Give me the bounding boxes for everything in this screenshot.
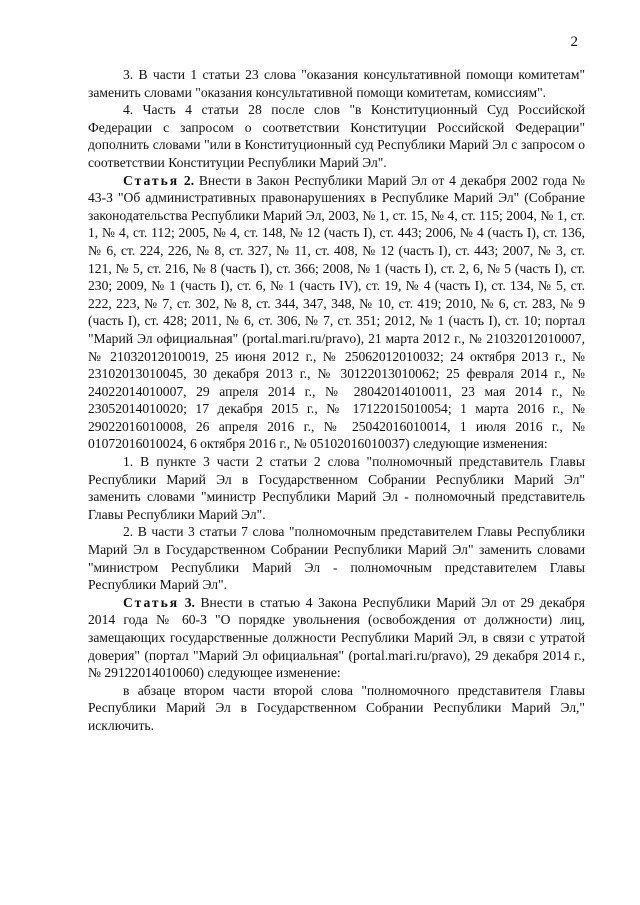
article-number: 2.: [183, 172, 195, 188]
paragraph-text: в абзаце втором части второй слова "полномочного представителя Главы Республики Марий Эл в Государственном Собрании Республики Марий Эл," исключить.: [88, 682, 585, 733]
article-number: 3.: [184, 594, 195, 610]
paragraph-article3-change: [88, 682, 585, 735]
article-label: Статья: [123, 594, 180, 610]
page-number: 2: [570, 34, 578, 50]
article-label: Статья: [123, 172, 180, 188]
paragraph-text: 2. В части 3 статьи 7 слова "полномочным представителем Главы Республики Марий Эл в Государственном Собрании Республики Марий Эл" заменить словами "министром Республики Марий Эл - полномочным представителем Главы Республики Марий Эл".: [88, 524, 585, 593]
paragraph-article1-item3: [88, 66, 585, 101]
paragraph-article3: [88, 594, 585, 682]
paragraph-text: Внести в статью 4 Закона Республики Марий Эл от 29 декабря 2014 года № 60-З "О порядке увольнения (освобождения от должности) лиц, замещающих государственные должности Республики Марий Эл, в связи с утратой доверия" (портал "Марий Эл официальная" (portal.mari.ru/pravo), 29 декабря 2014 г., № 29122014010060) следующее изменение:: [88, 594, 585, 681]
paragraph-article2-item2: [88, 523, 585, 593]
paragraph-text: 3. В части 1 статьи 23 слова "оказания консультативной помощи комитетам" заменить словами "оказания консультативной помощи комитетам, комиссиям".: [88, 67, 585, 100]
document-body: [88, 66, 585, 735]
paragraph-text: Внести в Закон Республики Марий Эл от 4 декабря 2002 года № 43-З "Об административных правонарушениях в Республике Марий Эл" (Собрание законодательства Республики Марий Эл, 2003, № 1, ст. 15, № 4, ст. 115; 2004, № 1, ст. 1, № 4, ст. 112; 2005, № 4, ст. 148, № 12 (часть I), ст. 443; 2006, № 4 (часть I), ст. 136, № 6, ст. 224, 226, № 8, ст. 327, № 11, ст. 408, № 12 (часть I), ст. 443; 2007, № 3, ст. 121, № 5, ст. 216, № 8 (часть I), ст. 366; 2008, № 1 (часть I), ст. 2, 6, № 5 (часть I), ст. 230; 2009, № 1 (часть I), ст. 6, № 1 (часть IV), ст. 19, № 4 (часть I), ст. 134, № 5, ст. 222, 223, № 7, ст. 302, № 8, ст. 344, 347, 348, № 10, ст. 419; 2010, № 6, ст. 283, № 9 (часть I), ст. 428; 2011, № 6, ст. 306, № 7, ст. 351; 2012, № 1 (часть I), ст. 10; портал "Марий Эл официальная" (portal.mari.ru/pravo), 21 марта 2012 г., № 21032012010007, № 21032012010019, 25 июня 2012 г., № 25062012010032; 24 октября 2013 г., № 23102013010045, 30 декабря 2013 г., № 30122013010062; 25 февраля 2014 г., № 24022014010007, 29 апреля 2014 г., № 28042014010011, 23 мая 2014 г., № 23052014010020; 17 декабря 2015 г., № 17122015010054; 1 марта 2016 г., № 29022016010008, 26 апреля 2016 г., № 25042016010014, 1 июля 2016 г., № 01072016010024, 6 октября 2016 г., № 05102016010037) следующие изменения:: [88, 172, 585, 452]
paragraph-article2-item1: [88, 453, 585, 523]
paragraph-article1-item4: [88, 101, 585, 171]
paragraph-article2: [88, 172, 585, 454]
paragraph-text: 4. Часть 4 статьи 28 после слов "в Конституционный Суд Российской Федерации с запросом о соответствии Конституции Российской Федерации" дополнить словами "или в Конституционный суд Республики Марий Эл с запросом о соответствии Конституции Республики Марий Эл".: [88, 102, 585, 170]
paragraph-text: 1. В пункте 3 части 2 статьи 2 слова "полномочный представитель Главы Республики Марий Эл в Государственном Собрании Республики Марий Эл" заменить словами "министр Республики Марий Эл - полномочный представитель Главы Республики Марий Эл".: [88, 454, 585, 522]
